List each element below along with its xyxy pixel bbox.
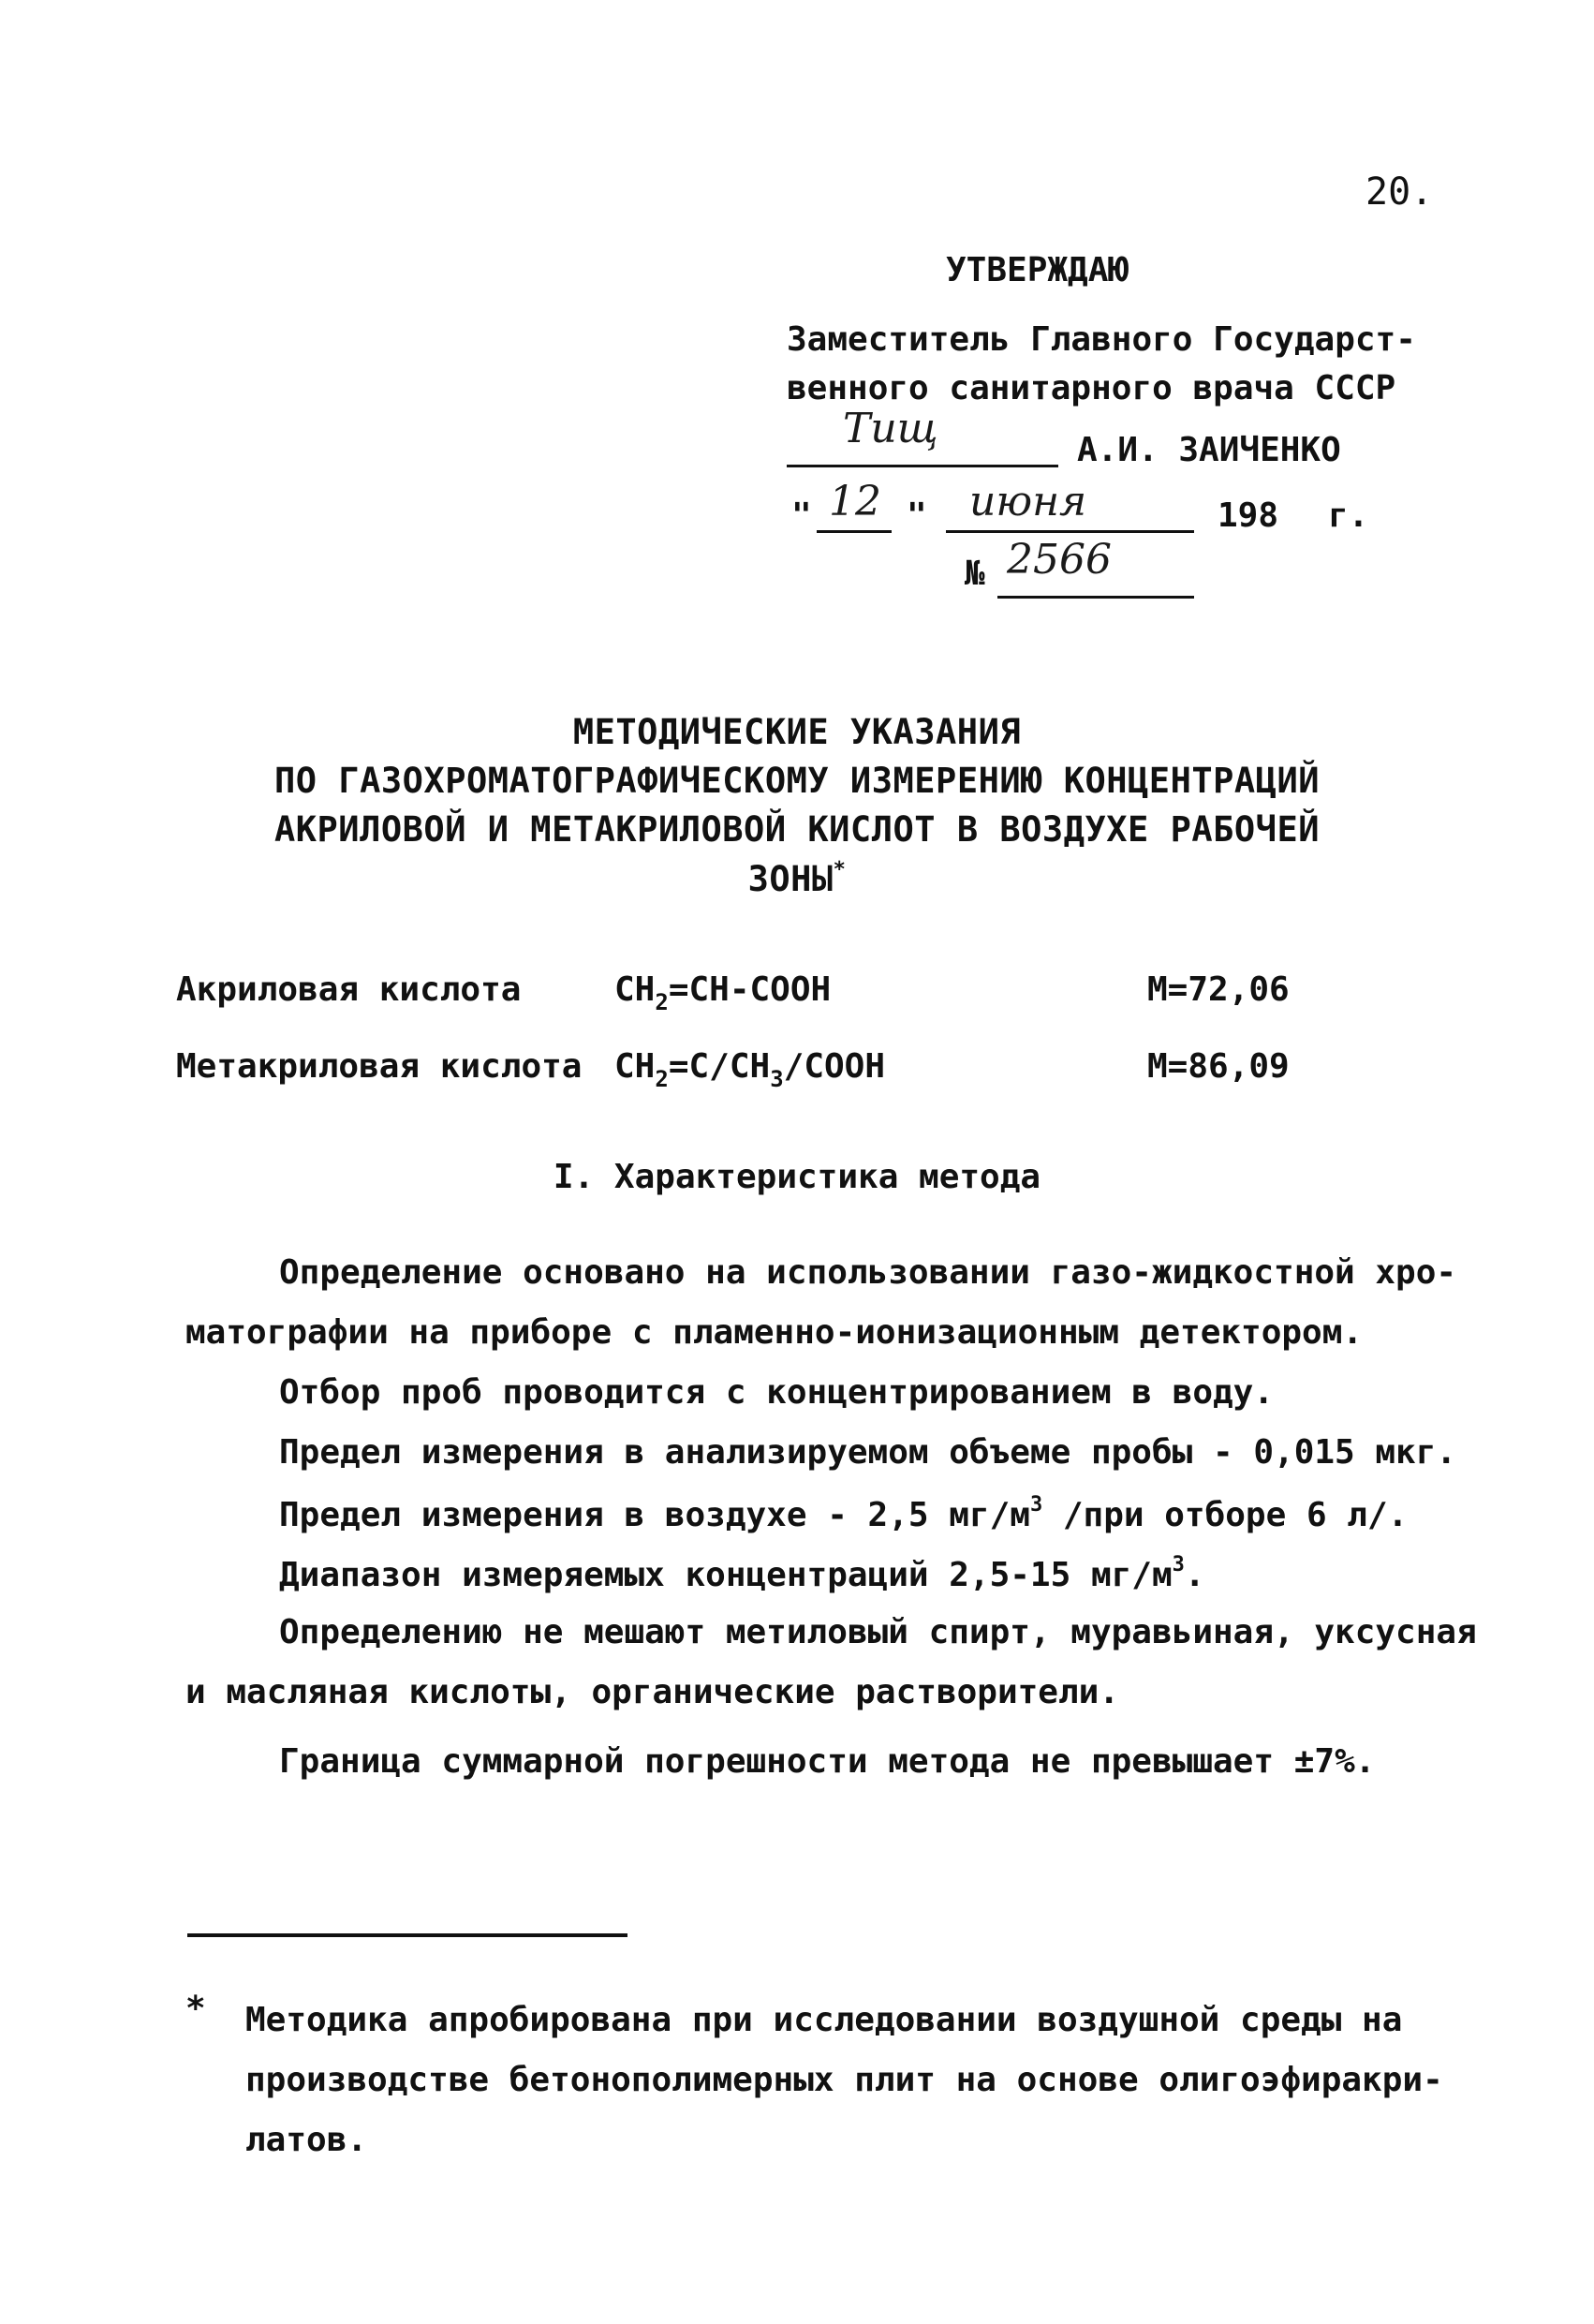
date-quote-open: " xyxy=(791,496,812,535)
title-line2: ПО ГАЗОХРОМАТОГРАФИЧЕСКОМУ ИЗМЕРЕНИЮ КОНЦЕНТРАЦИЙ xyxy=(273,761,1321,801)
paragraph-line: Предел измерения в анализируемом объеме пробы - 0,015 мкг. xyxy=(279,1433,1457,1472)
text-part: Диапазон измеряемых концентраций 2,5-15 мг/м xyxy=(279,1556,1173,1594)
date-month-handwritten: июня xyxy=(969,478,1087,525)
date-year-suffix: г. xyxy=(1328,496,1369,535)
formula-part: /COOH xyxy=(783,1047,886,1086)
signature-line xyxy=(787,465,1058,467)
paragraph-line xyxy=(279,1493,1408,1534)
formula-part: =CH-COOH xyxy=(668,970,832,1009)
title-line1: МЕТОДИЧЕСКИЕ УКАЗАНИЯ xyxy=(572,712,1022,752)
handwritten-signature: Тищ xyxy=(843,405,938,452)
paragraph-line: Определению не мешают метиловый спирт, муравьиная, уксусная xyxy=(279,1613,1477,1651)
footnote-line: производстве бетонополимерных плит на основе олигоэфиракри- xyxy=(245,2061,1443,2099)
paragraph-line: Отбор проб проводится с концентрированием в воду. xyxy=(279,1373,1275,1412)
paragraph-line: Определение основано на использовании газо-жидкостной хро- xyxy=(279,1253,1457,1292)
substance-name: Акриловая кислота xyxy=(176,970,522,1009)
substance-molar-mass: M=86,09 xyxy=(1147,1047,1290,1086)
footnote-mark: * xyxy=(185,1990,206,2028)
formula-part: CH xyxy=(614,1047,656,1086)
section-heading: I. Характеристика метода xyxy=(553,1158,1041,1196)
footnote-separator xyxy=(187,1933,627,1937)
date-quote-close: " xyxy=(907,496,927,535)
paragraph-line: матографии на приборе с пламенно-ионизационным детектором. xyxy=(185,1313,1364,1352)
superscript: 3 xyxy=(1029,1493,1043,1517)
text-part: 7%. xyxy=(1314,1742,1376,1781)
substance-name: Метакриловая кислота xyxy=(176,1047,583,1086)
page-number: 20. xyxy=(1365,170,1434,214)
approval-position-line2: венного санитарного врача СССР xyxy=(787,369,1396,407)
title-line4 xyxy=(0,858,1594,899)
registration-number-line xyxy=(997,596,1194,599)
title-line3: АКРИЛОВОЙ И МЕТАКРИЛОВОЙ КИСЛОТ В ВОЗДУХЕ РАБОЧЕЙ xyxy=(273,809,1321,850)
registration-number-handwritten: 2566 xyxy=(1007,536,1112,584)
substance-molar-mass: M=72,06 xyxy=(1147,970,1290,1009)
date-day-handwritten: 12 xyxy=(829,478,881,525)
paragraph-line xyxy=(279,1553,1205,1594)
paragraph-line: и масляная кислоты, органические растворители. xyxy=(185,1673,1119,1711)
formula-subscript: 3 xyxy=(770,1066,784,1092)
text-part: . xyxy=(1184,1556,1205,1594)
date-year: 198 xyxy=(1218,496,1279,535)
date-day-line xyxy=(817,530,892,533)
title-footnote-mark: * xyxy=(833,858,847,881)
paragraph-line xyxy=(279,1742,1375,1781)
registration-number-sign: № xyxy=(965,555,985,593)
plus-minus-sign: ± xyxy=(1293,1742,1315,1781)
substance-formula xyxy=(614,1047,885,1092)
formula-part: CH xyxy=(614,970,656,1009)
superscript: 3 xyxy=(1172,1553,1185,1576)
formula-part: =C/CH xyxy=(668,1047,771,1086)
formula-subscript: 2 xyxy=(655,1066,669,1092)
text-part: Предел измерения в воздухе - 2,5 мг/м xyxy=(279,1496,1030,1534)
formula-subscript: 2 xyxy=(655,989,669,1015)
text-part: /при отборе 6 л/. xyxy=(1042,1496,1409,1534)
substance-formula xyxy=(614,970,831,1015)
approval-position-line1: Заместитель Главного Государст- xyxy=(787,320,1416,359)
text-part: Граница суммарной погрешности метода не превышает xyxy=(279,1742,1294,1781)
footnote-line: латов. xyxy=(245,2121,368,2159)
approver-name: А.И. ЗАИЧЕНКО xyxy=(1077,431,1341,469)
date-month-line xyxy=(946,530,1194,533)
approval-heading: УТВЕРЖДАЮ xyxy=(946,251,1129,289)
footnote-line: Методика апробирована при исследовании воздушной среды на xyxy=(245,2001,1403,2039)
title-line4-text: ЗОНЫ xyxy=(747,859,834,899)
